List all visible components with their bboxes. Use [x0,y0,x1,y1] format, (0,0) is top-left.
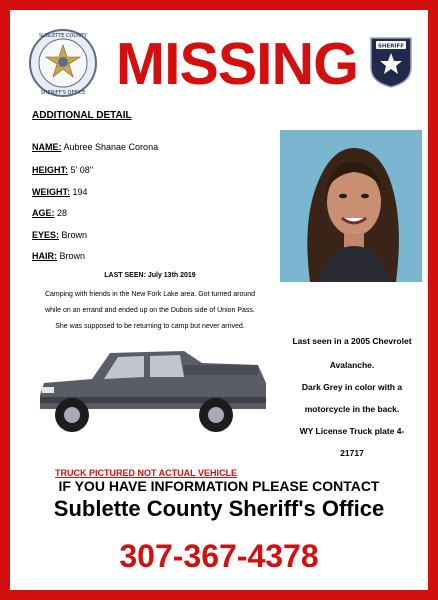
seal-text-bottom: SHERIFF'S OFFICE [40,90,86,96]
truck-disclaimer: TRUCK PICTURED NOT ACTUAL VEHICLE [55,468,237,478]
height-label: HEIGHT: [32,165,68,175]
name-label: NAME: [32,142,62,152]
seal-text-top: SUBLETTE COUNTY [39,33,87,39]
vehicle-line-2: Avalanche. [329,360,375,370]
vehicle-line-4: motorcycle in the back. [304,404,400,414]
weight-value: 194 [70,187,88,197]
sheriff-seal-icon [28,28,98,98]
hair-value: Brown [57,251,86,261]
hair-label: HAIR: [32,251,57,261]
headline: MISSING [115,31,359,97]
last-seen-date: LAST SEEN: July 13th 2019 [104,272,196,279]
badge-text: SHERIFF [377,43,405,50]
phone-number: 307-367-4378 [119,538,319,574]
age-label: AGE: [32,208,55,218]
contact-line-1: IF YOU HAVE INFORMATION PLEASE CONTACT [58,478,380,494]
height-field [32,165,93,175]
height-value: 5' 08'' [68,165,94,175]
weight-field [32,187,88,197]
last-seen-line-3: She was supposed to be returning to camp but never arrived. [55,323,245,330]
age-value: 28 [54,208,68,218]
sheriff-badge-icon [367,32,415,88]
name-field [32,142,158,152]
eyes-label: EYES: [32,230,60,240]
vehicle-line-5: WY License Truck plate 4- [299,426,405,436]
section-title: ADDITIONAL DETAIL [32,110,132,121]
vehicle-line-3: Dark Grey in color with a [301,382,403,392]
last-seen-line-2: while on an errand and ended up on the Dubois side of Union Pass. [45,307,255,314]
person-photo [280,130,422,282]
age-field [32,208,67,218]
vehicle-line-6: 21717 [340,448,364,458]
truck-image [34,343,274,443]
name-value: Aubree Shanae Corona [61,142,159,152]
eyes-field [32,230,87,240]
vehicle-line-1: Last seen in a 2005 Chevrolet [292,336,412,346]
hair-field [32,251,85,261]
last-seen-line-1: Camping with friends in the New Fork Lake area. Got turned around [44,291,256,298]
contact-line-2: Sublette County Sheriff's Office [53,496,385,521]
weight-label: WEIGHT: [32,187,70,197]
eyes-value: Brown [59,230,88,240]
